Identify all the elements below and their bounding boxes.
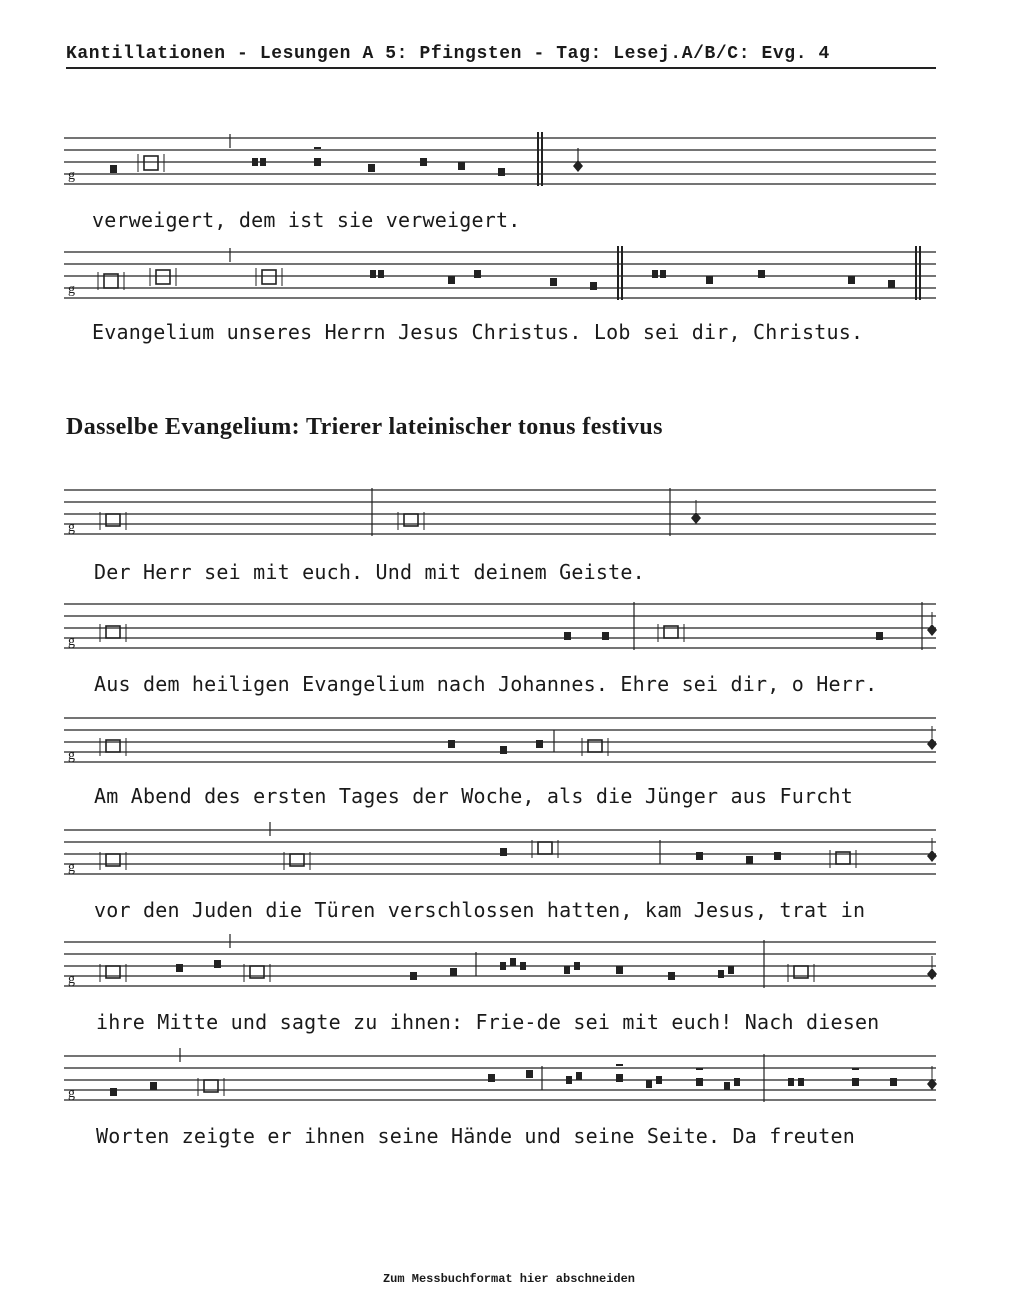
lyric-line: Am Abend des ersten Tages der Woche, als die Jünger aus Furcht xyxy=(94,784,853,808)
staff-notation xyxy=(64,828,940,886)
music-staff xyxy=(64,488,940,546)
clef: g xyxy=(68,168,76,183)
staff-notation xyxy=(64,488,940,546)
music-staff xyxy=(64,828,940,886)
music-staff xyxy=(64,1054,940,1112)
lyric-line: Aus dem heiligen Evangelium nach Johannes. Ehre sei dir, o Herr. xyxy=(94,672,878,696)
clef: g xyxy=(68,520,76,535)
clef: g xyxy=(68,972,76,987)
staff-notation xyxy=(64,1054,940,1112)
clef: g xyxy=(68,860,76,875)
staff-notation xyxy=(64,602,940,660)
cut-note: Zum Messbuchformat hier abschneiden xyxy=(382,1272,636,1286)
clef: g xyxy=(68,748,76,763)
clef: g xyxy=(68,634,76,649)
lyric-line: vor den Juden die Türen verschlossen hatten, kam Jesus, trat in xyxy=(94,898,866,922)
staff-notation xyxy=(64,940,940,998)
lyric-line: Der Herr sei mit euch. Und mit deinem Geiste. xyxy=(94,560,645,584)
lyric-line: ihre Mitte und sagte zu ihnen: Frie-de sei mit euch! Nach diesen xyxy=(96,1010,880,1034)
lyric-line: Evangelium unseres Herrn Jesus Christus. Lob sei dir, Christus. xyxy=(92,320,864,344)
section-title: Dasselbe Evangelium: Trierer lateinischer tonus festivus xyxy=(66,414,663,440)
music-staff xyxy=(64,716,940,774)
clef: g xyxy=(68,1086,76,1101)
clef: g xyxy=(68,282,76,297)
lyric-line: verweigert, dem ist sie verweigert. xyxy=(92,208,521,232)
music-staff xyxy=(64,940,940,998)
lyric-line: Worten zeigte er ihnen seine Hände und seine Seite. Da freuten xyxy=(96,1124,855,1148)
staff-notation xyxy=(64,716,940,774)
staff-notation xyxy=(64,132,940,190)
staff-notation xyxy=(64,246,940,304)
music-staff xyxy=(64,602,940,660)
music-staff xyxy=(64,132,940,190)
page-header: Kantillationen - Lesungen A 5: Pfingsten - Tag: Lesej.A/B/C: Evg. 4 xyxy=(66,44,936,69)
music-staff xyxy=(64,246,940,304)
